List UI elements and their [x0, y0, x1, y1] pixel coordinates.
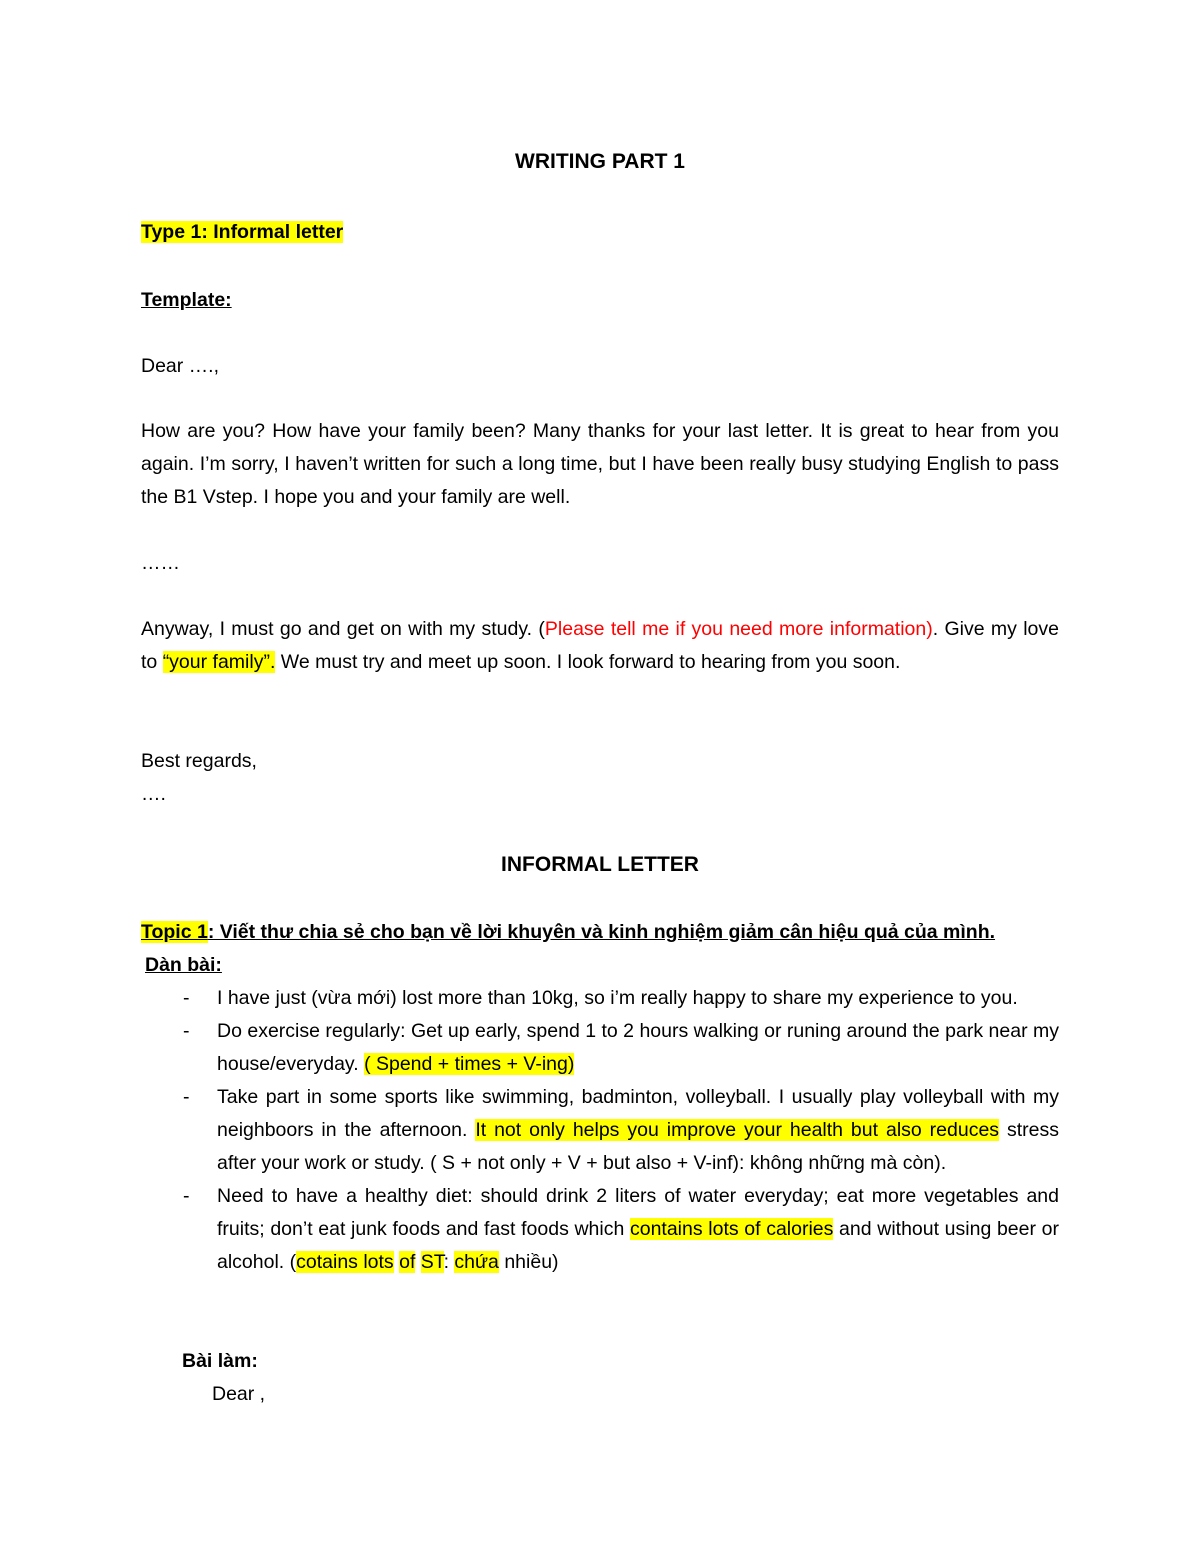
outline-list: [141, 982, 1059, 1279]
bullet-4-colon: :: [443, 1251, 455, 1273]
list-item: [141, 1180, 1059, 1279]
topic-text: : Viết thư chia sẻ cho bạn về lời khuyên và kinh nghiệm giảm cân hiệu quả của mình.: [207, 921, 996, 943]
red-note: Please tell me if you need more information): [544, 618, 933, 640]
dash-bullet: -: [183, 1020, 190, 1042]
bullet-3-text-a: Take part in some sports like swimming, badminton, volleyball. I usually play volleyball with my neighboors in the afternoon.: [217, 1086, 1059, 1141]
topic-label: Topic 1: [141, 921, 208, 943]
page-title: WRITING PART 1: [515, 150, 685, 173]
type-heading-text: Type 1: Informal letter: [141, 221, 344, 243]
list-item: [141, 1081, 1059, 1180]
highlight-your-family: “your family”.: [162, 651, 276, 673]
bullet-4-text-b: and without using beer or alcohol. (: [217, 1218, 1059, 1273]
essay-salutation: Dear ,: [212, 1383, 266, 1405]
bullet-4-text-a: Need to have a healthy diet: should drink 2 liters of water everyday; eat more vegetables and fruits; don’t eat junk foods and fast foods which: [217, 1185, 1059, 1240]
list-item: [141, 1015, 1059, 1081]
closing-text-c: We must try and meet up soon. I look forward to hearing from you soon.: [275, 651, 901, 673]
bullet-4-highlight-chua: chứa: [454, 1251, 499, 1273]
ellipsis: ……: [141, 552, 180, 574]
dash-bullet: -: [183, 987, 190, 1009]
bullet-3-text-b: stress after your work or study. ( S + not only + V + but also + V-inf): không những mà còn).: [217, 1119, 1059, 1174]
salutation: Dear ….,: [141, 355, 220, 377]
bullet-4-highlight-calories: contains lots of calories: [629, 1218, 834, 1240]
bullet-2-text: Do exercise regularly: Get up early, spend 1 to 2 hours walking or runing around the park near my house/everyday.: [217, 1020, 1059, 1075]
dash-bullet: -: [183, 1185, 190, 1207]
topic-heading: [141, 916, 1059, 949]
bullet-4-highlight-cotains: cotains lots: [296, 1251, 394, 1273]
closing-paragraph: [141, 613, 1059, 679]
bullet-4-highlight-of: of: [399, 1251, 416, 1273]
closing-text-b: . Give my love to: [141, 618, 1059, 673]
bullet-4-space-2: [415, 1251, 420, 1273]
bullet-3-highlight: It not only helps you improve your health but also reduces: [475, 1119, 1000, 1141]
opening-paragraph: How are you? How have your family been? Many thanks for your last letter. It is great to hear from you again. I’m sorry, I haven’t written for such a long time, but I have been really busy studying English to pass the B1 Vstep. I hope you and your family are well.: [141, 420, 1059, 508]
template-label: Template:: [141, 289, 232, 311]
bullet-2-highlight: ( Spend + times + V-ing): [364, 1053, 575, 1075]
type-heading: [141, 216, 1059, 249]
section-title: INFORMAL LETTER: [501, 853, 699, 876]
list-item: [141, 982, 1059, 1015]
bullet-4-highlight-st: ST: [420, 1251, 444, 1273]
outline-label: Dàn bài:: [145, 954, 222, 976]
essay-label: Bài làm:: [182, 1350, 258, 1372]
closing-text-a: Anyway, I must go and get on with my study. (: [141, 618, 545, 640]
signature-placeholder: ….: [141, 783, 166, 805]
dash-bullet: -: [183, 1086, 190, 1108]
bullet-1-text: I have just (vừa mới) lost more than 10kg, so i’m really happy to share my experience to you.: [217, 987, 1018, 1009]
bullet-4-text-end: nhiều): [498, 1251, 559, 1273]
sign-off: Best regards,: [141, 750, 257, 772]
